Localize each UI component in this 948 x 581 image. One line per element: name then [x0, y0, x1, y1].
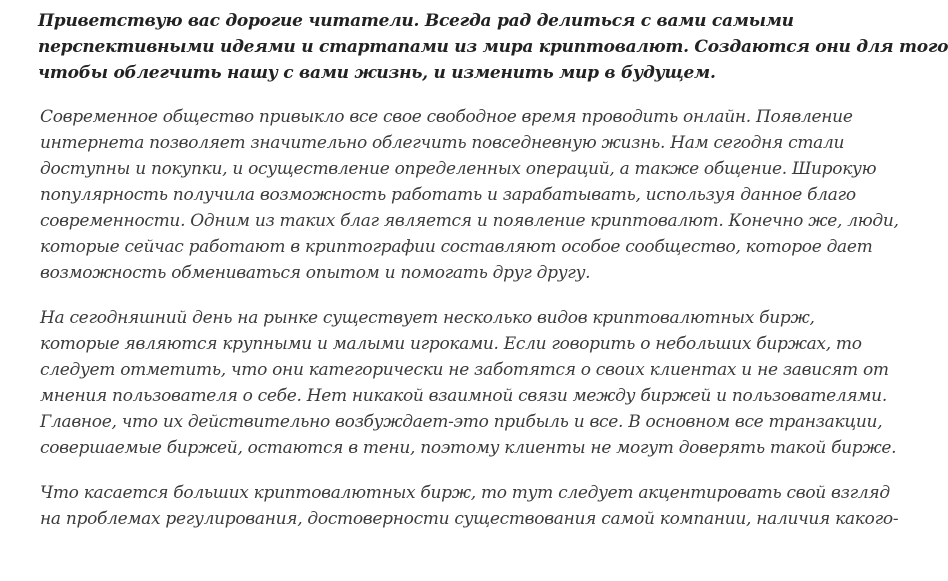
intro-line: Приветствую вас дорогие читатели. Всегда рад делиться с вами самыми [38, 11, 794, 31]
paragraph-large-exchanges [10, 480, 899, 532]
intro-paragraph [10, 8, 948, 86]
paragraph-line: следует отметить, что они категорически не заботятся о своих клиентах и не зависят от [40, 360, 889, 380]
paragraph-line: Главное, что их действительно возбуждает-это прибыль и все. В основном все транзакции, [40, 412, 883, 432]
paragraph-line: совершаемые биржей, остаются в тени, поэтому клиенты не могут доверять такой бирже. [40, 438, 897, 458]
paragraph-line: На сегодняшний день на рынке существует несколько видов криптовалютных бирж, [40, 308, 815, 328]
intro-line: перспективными идеями и стартапами из мира криптовалют. Создаются они для того [38, 37, 948, 57]
paragraph-line: Современное общество привыкло все свое свободное время проводить онлайн. Появление [40, 107, 853, 127]
paragraph-line: которые сейчас работают в криптографии составляют особое сообщество, которое дает [40, 237, 873, 257]
paragraph-online-society [10, 104, 899, 286]
paragraph-exchange-types [10, 305, 897, 461]
paragraph-line: Что касается больших криптовалютных бирж, то тут следует акцентировать свой взгляд [40, 483, 890, 503]
paragraph-line: мнения пользователя о себе. Нет никакой взаимной связи между биржей и пользователями. [40, 386, 887, 406]
paragraph-line: интернета позволяет значительно облегчить повседневную жизнь. Нам сегодня стали [40, 133, 845, 153]
intro-line: чтобы облегчить нашу с вами жизнь, и изменить мир в будущем. [38, 63, 716, 83]
paragraph-line: современности. Одним из таких благ является и появление криптовалют. Конечно же, люди, [40, 211, 899, 231]
paragraph-line: которые являются крупными и малыми игроками. Если говорить о небольших биржах, то [40, 334, 862, 354]
paragraph-line: возможность обмениваться опытом и помогать друг другу. [40, 263, 591, 283]
paragraph-line: доступны и покупки, и осуществление определенных операций, а также общение. Широкую [40, 159, 877, 179]
paragraph-line: на проблемах регулирования, достоверности существования самой компании, наличия какого- [40, 509, 899, 529]
article-body [10, 8, 948, 551]
paragraph-line: популярность получила возможность работать и зарабатывать, используя данное благо [40, 185, 856, 205]
